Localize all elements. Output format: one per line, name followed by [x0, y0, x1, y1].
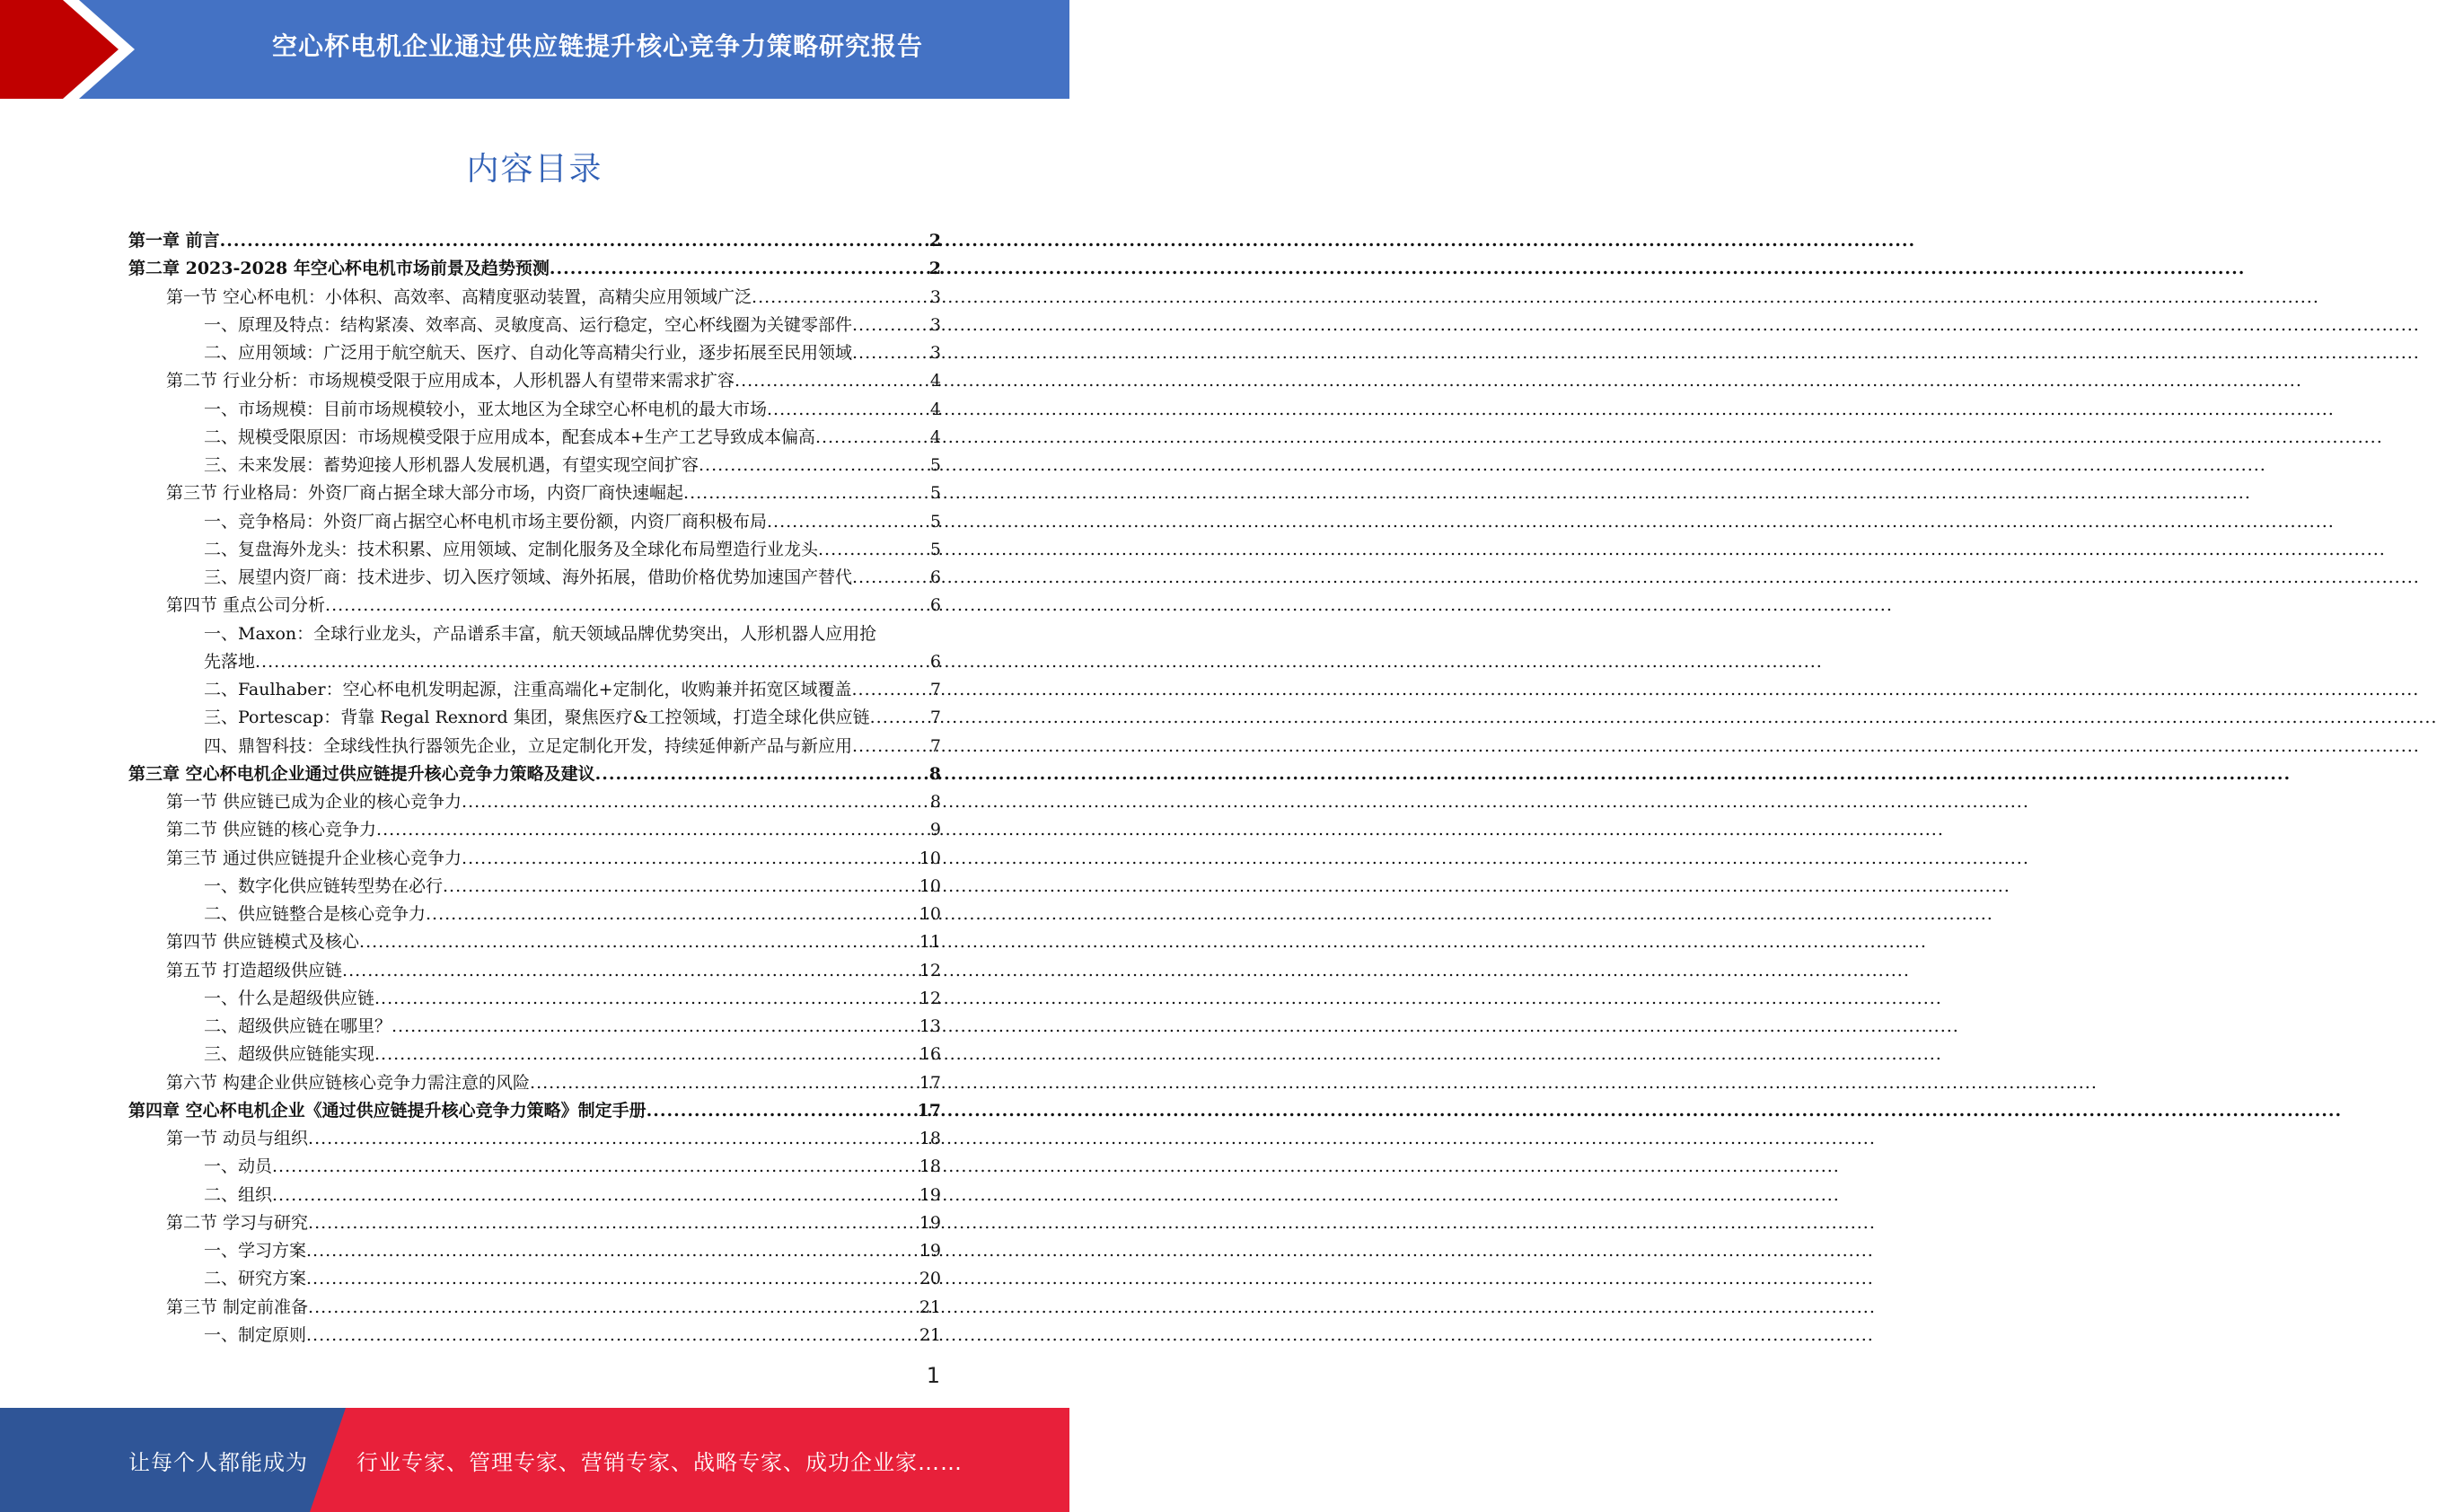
toc-entry-page: 9: [929, 820, 941, 840]
toc-entry-page: 7: [929, 680, 941, 699]
toc-leader-dots: [374, 1041, 919, 1068]
toc-entry[interactable]: [128, 312, 941, 339]
toc-entry-page: 2: [928, 259, 941, 279]
toc-entry[interactable]: [128, 873, 941, 901]
toc-leader-dots: [342, 957, 919, 985]
toc-leader-dots: [550, 255, 929, 283]
toc-entry[interactable]: [128, 339, 941, 367]
toc-entry-text: 第三节 通过供应链提升企业核心竞争力: [166, 848, 462, 868]
toc-entry-text: 二、规模受限原因：市场规模受限于应用成本，配套成本+生产工艺导致成本偏高: [204, 426, 815, 447]
toc-entry-text: 第二节 供应链的核心竞争力: [166, 820, 377, 840]
toc-entry-page: 3: [929, 314, 941, 335]
toc-entry-text: 第三节 行业格局：外资厂商占据全球大部分市场，内资厂商快速崛起: [166, 483, 684, 504]
toc-entry[interactable]: [128, 1069, 941, 1097]
toc-entry-text: 第一节 供应链已成为企业的核心竞争力: [166, 792, 462, 812]
toc-entry[interactable]: [128, 1322, 941, 1349]
toc-entry[interactable]: [128, 788, 941, 816]
toc-entry[interactable]: [128, 1265, 941, 1293]
toc-entry-text: 第五节 打造超级供应链: [166, 960, 343, 980]
toc-leader-dots: [735, 367, 930, 395]
toc-entry-page: 11: [919, 932, 941, 953]
toc-entry-text: 三、Portescap：背靠 Regal Rexnord 集团，聚焦医疗&工控领域，打造全球化供应链: [204, 708, 870, 728]
toc-entry[interactable]: [128, 508, 941, 536]
toc-entry-page: 19: [919, 1184, 941, 1205]
toc-entry-text: 二、复盘海外龙头：技术积累、应用领域、定制化服务及全球化布局塑造行业龙头: [204, 539, 819, 559]
toc-leader-dots: [306, 1237, 919, 1265]
toc-entry-text: 第四节 供应链模式及核心: [166, 932, 360, 953]
toc-entry-page: 10: [919, 875, 941, 896]
toc-entry[interactable]: [128, 1209, 941, 1237]
toc-entry[interactable]: [128, 227, 941, 255]
toc-entry-page: 7: [929, 735, 941, 756]
toc-leader-dots: [818, 536, 930, 564]
page-number: 1: [926, 1363, 940, 1388]
report-title: 空心杯电机企业通过供应链提升核心竞争力策略研究报告: [271, 31, 923, 61]
toc-entry-text: 三、展望内资厂商：技术进步、切入医疗领域、海外拓展，借助价格优势加速国产替代: [204, 567, 853, 587]
toc-entry[interactable]: [128, 424, 941, 452]
toc-entry-page: 5: [929, 483, 941, 504]
toc-entry[interactable]: [128, 479, 941, 507]
toc-entry[interactable]: [128, 1237, 941, 1265]
table-of-contents: [128, 227, 941, 1349]
toc-entry-page: 16: [919, 1044, 941, 1065]
toc-entry-page: 7: [929, 708, 941, 728]
toc-entry-text: 第一章 前言: [128, 231, 220, 251]
toc-entry-text: 三、超级供应链能实现: [204, 1044, 375, 1065]
toc-leader-dots: [220, 227, 929, 255]
toc-entry-page: 19: [919, 1241, 941, 1261]
toc-entry-page: 10: [919, 904, 941, 924]
toc-entry-page: 6: [929, 595, 941, 616]
toc-entry-text: 第二节 行业分析：市场规模受限于应用成本，人形机器人有望带来需求扩容: [166, 371, 735, 391]
toc-leader-dots: [306, 1265, 919, 1293]
toc-leader-dots: [376, 816, 930, 844]
toc-leader-dots: [852, 676, 930, 704]
toc-entry-text: 一、市场规模：目前市场规模较小，亚太地区为全球空心杯电机的最大市场: [204, 399, 768, 419]
toc-entry-page: 18: [919, 1129, 941, 1148]
toc-leader-dots: [852, 312, 930, 339]
toc-entry-page: 4: [929, 371, 941, 391]
toc-entry[interactable]: [128, 396, 941, 424]
toc-leader-dots: [530, 1069, 919, 1097]
toc-entry-page: 10: [919, 848, 941, 868]
toc-entry-page: 21: [919, 1297, 941, 1317]
toc-entry-text: 二、供应链整合是核心竞争力: [204, 904, 427, 924]
toc-entry-page: 6: [929, 567, 941, 587]
toc-entry[interactable]: [128, 985, 941, 1013]
toc-leader-dots: [272, 1182, 919, 1209]
toc-entry[interactable]: [128, 928, 941, 956]
toc-entry-text: 第四章 空心杯电机企业《通过供应链提升核心竞争力策略》制定手册: [128, 1100, 647, 1121]
toc-leader-dots: [374, 985, 919, 1013]
header-band: [0, 0, 1069, 99]
toc-entry-page: 3: [929, 343, 941, 363]
footer-slogan-left: 让每个人都能成为: [128, 1449, 308, 1475]
toc-entry-text: 一、动员: [204, 1156, 273, 1177]
toc-entry-text: 二、应用领域：广泛用于航空航天、医疗、自动化等高精尖行业，逐步拓展至民用领域: [204, 343, 853, 363]
toc-entry-text: 四、鼎智科技：全球线性执行器领先企业，立足定制化开发，持续延伸新产品与新应用: [204, 735, 853, 756]
toc-leader-dots: [852, 733, 930, 760]
toc-leader-dots: [699, 452, 930, 479]
toc-entry[interactable]: [128, 1125, 941, 1153]
toc-entry-text: 一、制定原则: [204, 1324, 307, 1345]
toc-entry-text: 一、什么是超级供应链: [204, 988, 375, 1008]
toc-leader-dots: [767, 508, 930, 536]
toc-entry[interactable]: [128, 1013, 941, 1041]
toc-entry[interactable]: [128, 1097, 941, 1125]
toc-entry-text: 第三章 空心杯电机企业通过供应链提升核心竞争力策略及建议: [128, 763, 595, 784]
toc-entry-page: 5: [929, 511, 941, 532]
toc-entry-text: 一、学习方案: [204, 1241, 307, 1261]
toc-leader-dots: [683, 479, 930, 507]
toc-entry-text: 二、研究方案: [204, 1269, 307, 1289]
toc-leader-dots: [852, 339, 930, 367]
toc-entry-text: 一、Maxon：全球行业龙头，产品谱系丰富，航天领域品牌优势突出，人形机器人应用抢: [204, 623, 877, 644]
toc-leader-dots: [870, 704, 930, 732]
toc-entry-page: 4: [929, 399, 941, 419]
toc-leader-dots: [752, 284, 930, 312]
toc-entry-page: 21: [919, 1324, 941, 1345]
toc-entry-text: 一、数字化供应链转型势在必行: [204, 875, 444, 896]
toc-entry-text: 二、组织: [204, 1184, 273, 1205]
toc-leader-dots: [306, 1322, 919, 1349]
toc-entry-page: 5: [929, 455, 941, 475]
toc-entry-page: 19: [919, 1212, 941, 1233]
toc-entry-page: 17: [917, 1100, 941, 1121]
toc-leader-dots: [359, 928, 919, 956]
toc-leader-dots: [815, 424, 930, 452]
toc-entry[interactable]: [128, 957, 941, 985]
toc-leader-dots: [426, 901, 919, 928]
toc-entry-page: 2: [928, 231, 941, 251]
toc-entry-text: 第四节 重点公司分析: [166, 595, 326, 616]
toc-leader-dots: [308, 1125, 919, 1153]
toc-entry[interactable]: [128, 284, 941, 312]
toc-leader-dots: [392, 1013, 919, 1041]
toc-entry[interactable]: [128, 452, 941, 479]
toc-entry-page: 12: [919, 960, 941, 980]
toc-entry[interactable]: [128, 1153, 941, 1181]
toc-entry[interactable]: [128, 704, 941, 732]
footer-slogan-right: 行业专家、管理专家、营销专家、战略专家、成功企业家……: [356, 1449, 963, 1475]
toc-leader-dots: [308, 1209, 919, 1237]
toc-entry-text: 一、原理及特点：结构紧凑、效率高、灵敏度高、运行稳定，空心杯线圈为关键零部件: [204, 314, 853, 335]
toc-entry-page: 8: [929, 792, 941, 812]
toc-entry-page: 4: [929, 426, 941, 447]
toc-leader-dots: [462, 845, 919, 873]
toc-entry[interactable]: [128, 1294, 941, 1322]
toc-entry-text: 第一节 动员与组织: [166, 1129, 309, 1148]
toc-leader-dots: [852, 564, 930, 592]
toc-entry[interactable]: [128, 733, 941, 760]
toc-entry-text: 二、超级供应链在哪里？: [204, 1016, 392, 1036]
toc-entry-text: 第六节 构建企业供应链核心竞争力需注意的风险: [166, 1072, 531, 1093]
toc-entry-page: 5: [929, 539, 941, 559]
toc-entry-page: 13: [919, 1016, 941, 1036]
toc-entry[interactable]: [128, 760, 941, 788]
toc-entry[interactable]: [128, 592, 941, 620]
toc-entry[interactable]: [128, 367, 941, 395]
toc-entry[interactable]: [128, 1182, 941, 1209]
toc-leader-dots: [443, 873, 919, 901]
toc-entry-page: 6: [929, 651, 941, 672]
toc-entry-page: 8: [928, 763, 941, 784]
toc-entry-text: 一、竞争格局：外资厂商占据空心杯电机市场主要份额，内资厂商积极布局: [204, 511, 768, 532]
toc-entry[interactable]: [128, 536, 941, 564]
toc-leader-dots: [647, 1097, 918, 1125]
toc-entry-text: 二、Faulhaber：空心杯电机发明起源，注重高端化+定制化，收购兼并拓宽区域覆盖: [204, 680, 852, 699]
toc-entry-text: 三、未来发展：蓄势迎接人形机器人发展机遇，有望实现空间扩容: [204, 455, 699, 475]
toc-entry[interactable]: [128, 816, 941, 844]
toc-entry[interactable]: [128, 901, 941, 928]
toc-entry[interactable]: [128, 620, 941, 648]
toc-entry[interactable]: [128, 648, 941, 676]
toc-entry[interactable]: [128, 1041, 941, 1068]
toc-leader-dots: [325, 592, 930, 620]
toc-entry-page: 18: [919, 1156, 941, 1177]
toc-heading: 内容目录: [466, 151, 603, 188]
toc-leader-dots: [272, 1153, 919, 1181]
toc-leader-dots: [462, 788, 930, 816]
toc-entry[interactable]: [128, 255, 941, 283]
toc-entry[interactable]: [128, 845, 941, 873]
toc-leader-dots: [255, 648, 930, 676]
toc-entry-text: 第三节 制定前准备: [166, 1297, 309, 1317]
toc-entry[interactable]: [128, 564, 941, 592]
toc-entry-page: 12: [919, 988, 941, 1008]
toc-leader-dots: [767, 396, 930, 424]
toc-entry-page: 20: [919, 1269, 941, 1289]
toc-entry-text: 先落地: [204, 651, 256, 672]
toc-entry-page: 17: [919, 1072, 941, 1093]
toc-entry[interactable]: [128, 676, 941, 704]
toc-entry-text: 第二章 2023-2028 年空心杯电机市场前景及趋势预测: [128, 259, 550, 279]
toc-leader-dots: [308, 1294, 919, 1322]
footer-band: [0, 1408, 1069, 1512]
toc-leader-dots: [595, 760, 929, 788]
toc-entry-text: 第二节 学习与研究: [166, 1212, 309, 1233]
toc-entry-text: 第一节 空心杯电机：小体积、高效率、高精度驱动装置，高精尖应用领域广泛: [166, 286, 752, 307]
toc-entry-page: 3: [929, 286, 941, 307]
